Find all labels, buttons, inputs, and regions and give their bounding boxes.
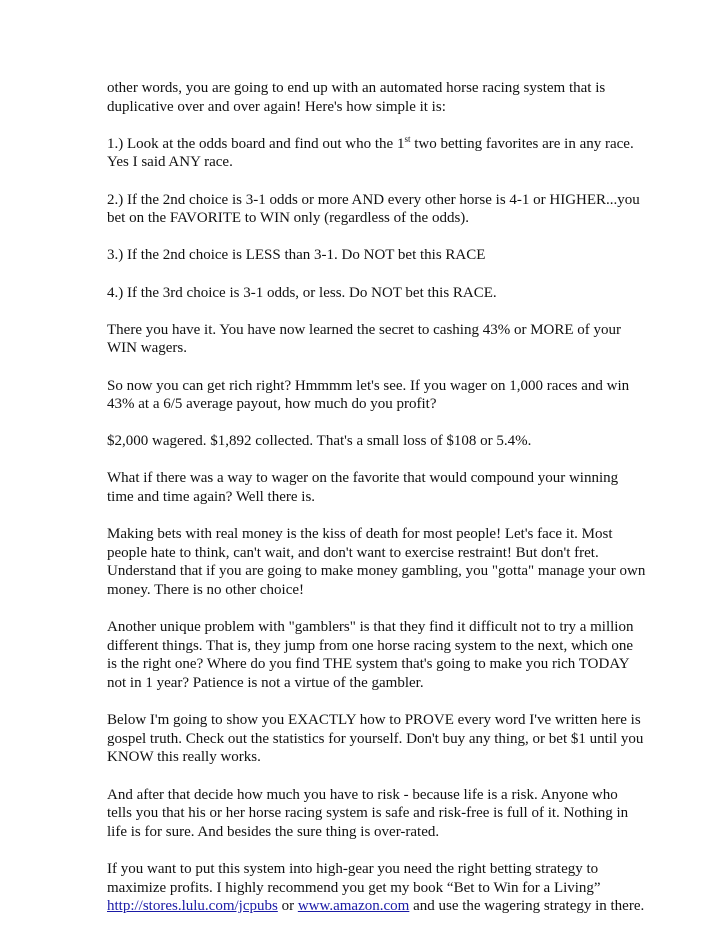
paragraph-betting-strategy	[107, 860, 647, 916]
text-line: people hate to think, can't wait, and don't want to exercise restraint! But don't fret.	[107, 544, 599, 561]
text-line: tells you that his or her horse racing system is safe and risk-free is full of it. Nothing in	[107, 805, 629, 822]
text-fragment: or	[277, 898, 298, 915]
text-line: life is for sure. And besides the sure thing is over-rated.	[107, 823, 440, 840]
paragraph-intro	[107, 79, 647, 116]
text-line: other words, you are going to end up with an automated horse racing system that is	[107, 80, 606, 96]
text-line: duplicative over and over again! Here's how simple it is:	[107, 98, 446, 115]
paragraph-get-rich	[107, 377, 647, 414]
text-line: two betting favorites are in any race.	[410, 135, 634, 152]
text-line: Yes I said ANY race.	[107, 154, 233, 171]
text-line: Making bets with real money is the kiss of death for most people! Let's face it. Most	[107, 526, 613, 543]
paragraph-step-1	[107, 135, 647, 172]
paragraph-money-management	[107, 525, 647, 599]
text-line: Another unique problem with "gamblers" is that they find it difficult not to try a million	[107, 619, 634, 636]
text-line: not in 1 year? Patience is not a virtue of the gambler.	[107, 675, 424, 691]
text-line: 4.) If the 3rd choice is 3-1 odds, or less. Do NOT bet this RACE.	[107, 284, 497, 301]
text-line: KNOW this really works.	[107, 749, 261, 766]
text-line: WIN wagers.	[107, 340, 187, 357]
paragraph-step-3	[107, 246, 647, 265]
document-page	[107, 79, 647, 934]
paragraph-step-4	[107, 284, 647, 303]
text-line: $2,000 wagered. $1,892 collected. That's a small loss of $108 or 5.4%.	[107, 433, 532, 450]
text-line: bet on the FAVORITE to WIN only (regardless of the odds).	[107, 210, 470, 227]
text-line: gospel truth. Check out the statistics for yourself. Don't buy any thing, or bet $1 until you	[107, 730, 644, 747]
text-line: 2.) If the 2nd choice is 3-1 odds or more AND every other horse is 4-1 or HIGHER...you	[107, 191, 640, 208]
paragraph-risk	[107, 786, 647, 842]
lulu-store-link[interactable]: http://stores.lulu.com/jcpubs	[107, 898, 278, 915]
text-line: is the right one? Where do you find THE system that's going to make you rich TODAY	[107, 656, 630, 673]
text-line: money. There is no other choice!	[107, 582, 305, 599]
text-fragment: and use the wagering strategy in there.	[409, 898, 645, 915]
text-line: 3.) If the 2nd choice is LESS than 3-1. Do NOT bet this RACE	[107, 247, 486, 264]
text-line: time and time again? Well there is.	[107, 489, 316, 506]
text-line: If you want to put this system into high-gear you need the right betting strategy to	[107, 860, 599, 877]
paragraph-prove	[107, 711, 647, 767]
superscript-st: st	[404, 133, 411, 144]
paragraph-secret	[107, 321, 647, 358]
paragraph-compound	[107, 469, 647, 506]
text-line: There you have it. You have now learned the secret to cashing 43% or MORE of your	[107, 321, 622, 338]
text-line: So now you can get rich right? Hmmmm let's see. If you wager on 1,000 races and win	[107, 377, 630, 394]
text-line: Below I'm going to show you EXACTLY how to PROVE every word I've written here is	[107, 712, 641, 729]
text-line: What if there was a way to wager on the favorite that would compound your winning	[107, 470, 619, 487]
paragraph-gamblers-problem	[107, 618, 647, 692]
text-line: And after that decide how much you have to risk - because life is a risk. Anyone who	[107, 786, 618, 803]
text-line: 1.) Look at the odds board and find out who the 1	[107, 135, 405, 152]
amazon-link[interactable]: www.amazon.com	[297, 898, 410, 915]
text-line: different things. That is, they jump from one horse racing system to the next, which one	[107, 637, 634, 654]
text-line: maximize profits. I highly recommend you get my book “Bet to Win for a Living”	[107, 879, 601, 896]
paragraph-step-2	[107, 191, 647, 228]
text-line: Understand that if you are going to make money gambling, you "gotta" manage your own	[107, 563, 646, 580]
paragraph-loss	[107, 432, 647, 451]
text-line: 43% at a 6/5 average payout, how much do you profit?	[107, 396, 437, 413]
